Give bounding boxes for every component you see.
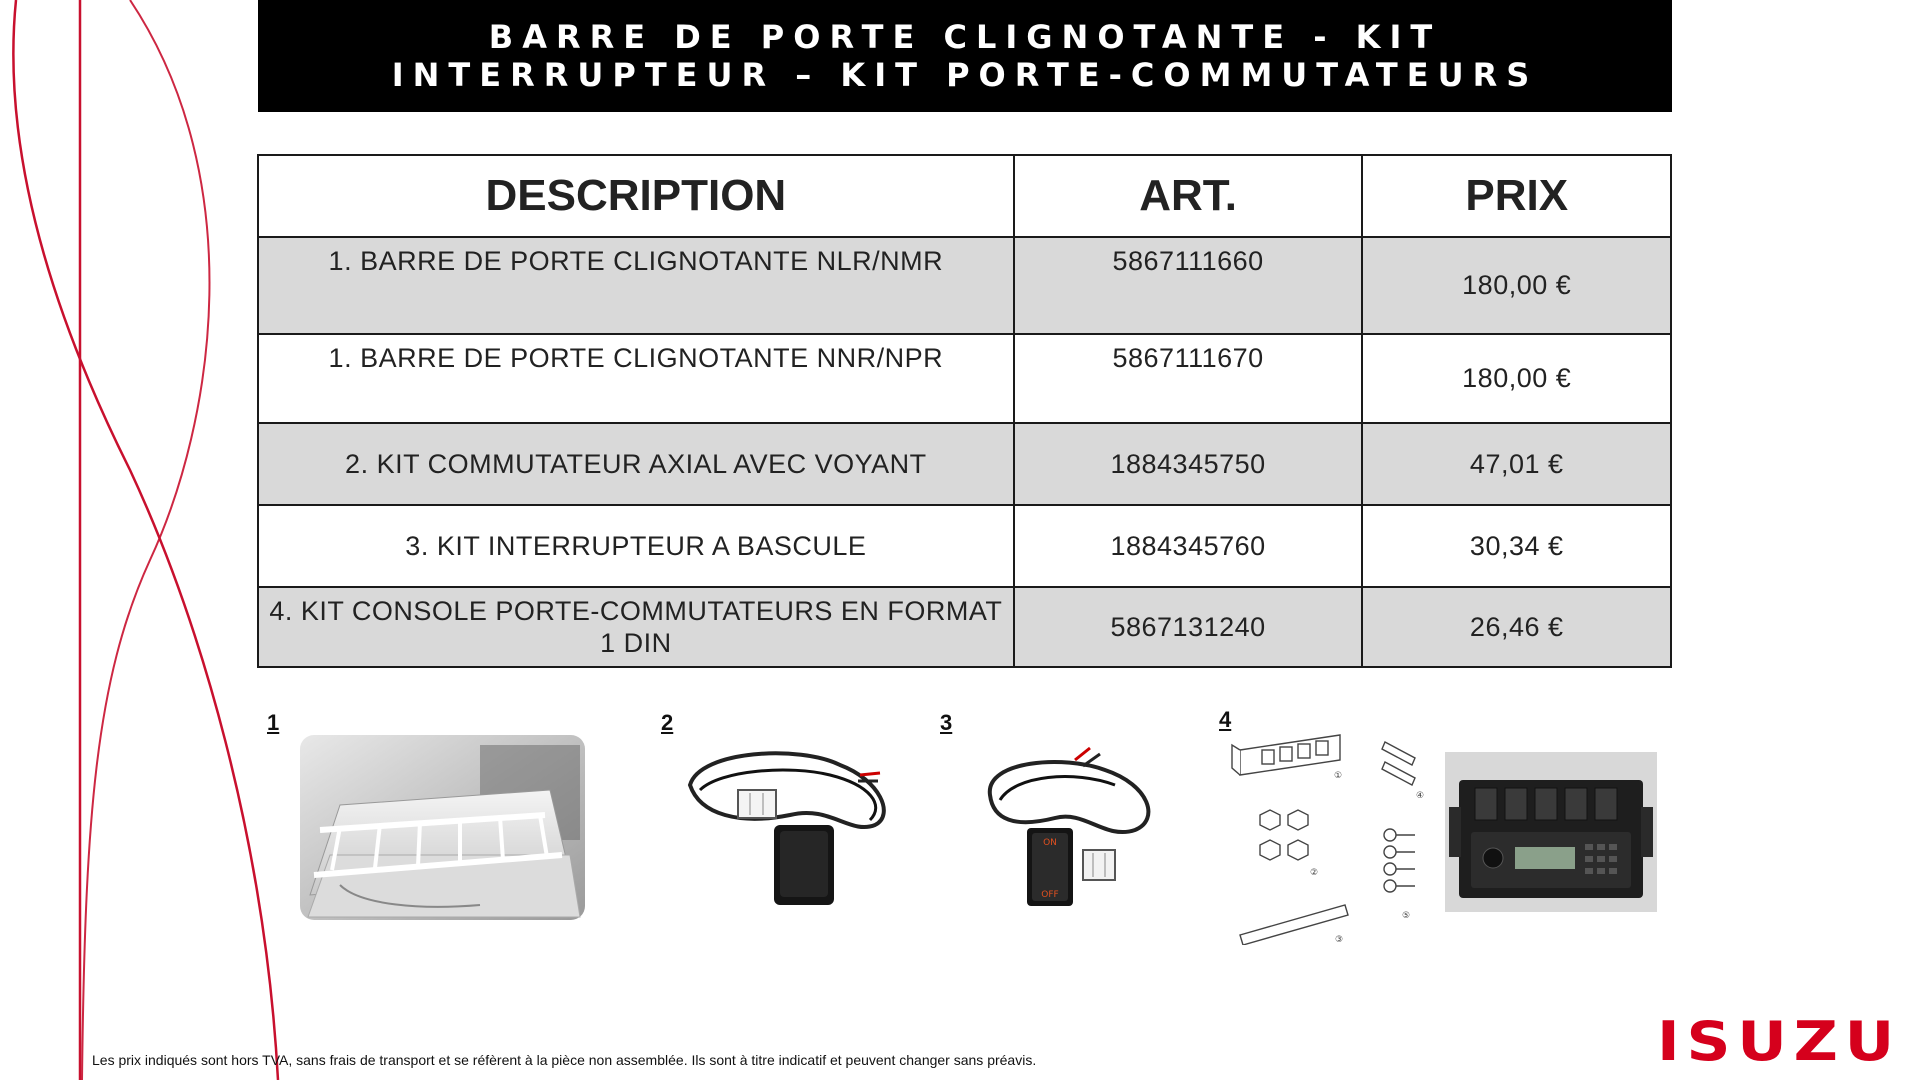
brand-name: ISUZU [1657, 1016, 1901, 1064]
table-row [258, 505, 1671, 587]
table-row [258, 334, 1671, 423]
figure-label-4: 4 [1219, 707, 1232, 732]
switch-off-label: OFF [1041, 890, 1059, 900]
part-number-5: ⑤ [1402, 911, 1411, 921]
figure-label-1: 1 [267, 710, 280, 735]
isuzu-logo [1655, 1016, 1903, 1064]
part-number-2: ② [1310, 868, 1319, 878]
header-art: ART. [1014, 155, 1363, 237]
part-number-1: ① [1334, 771, 1343, 781]
row-price: 47,01 € [1362, 423, 1671, 505]
title-banner [258, 0, 1672, 112]
roof-bar-photo [300, 735, 585, 920]
row-description: 1. BARRE DE PORTE CLIGNOTANTE NLR/NMR [258, 237, 1014, 334]
row-art: 5867111660 [1014, 237, 1363, 334]
price-table [257, 154, 1672, 668]
table-row [258, 587, 1671, 667]
row-art: 5867111670 [1014, 334, 1363, 423]
console-assembled-photo [1445, 752, 1657, 912]
row-art: 1884345760 [1014, 505, 1363, 587]
disclaimer-text: Les prix indiqués sont hors TVA, sans frais de transport et se réfèrent à la pièce non assemblée. Ils sont à titre indicatif et peuvent changer sans préavis. [92, 1052, 1037, 1068]
row-price: 26,46 € [1362, 587, 1671, 667]
figure-label-2: 2 [661, 710, 674, 735]
row-description: 1. BARRE DE PORTE CLIGNOTANTE NNR/NPR [258, 334, 1014, 423]
banner-line-1: BARRE DE PORTE CLIGNOTANTE - KIT [488, 18, 1442, 56]
row-art: 5867131240 [1014, 587, 1363, 667]
console-parts-diagram [1230, 720, 1430, 945]
header-price: PRIX [1362, 155, 1671, 237]
axial-switch-kit-photo [680, 745, 905, 910]
row-description: 3. KIT INTERRUPTEUR A BASCULE [258, 505, 1014, 587]
row-price: 180,00 € [1362, 237, 1671, 334]
rocker-switch-kit-photo [975, 740, 1160, 910]
banner-line-2: INTERRUPTEUR – KIT PORTE-COMMUTATEURS [391, 56, 1539, 94]
part-number-4: ④ [1416, 791, 1425, 801]
row-description: 4. KIT CONSOLE PORTE-COMMUTATEURS EN FORMAT 1 DIN [258, 587, 1014, 667]
row-price: 180,00 € [1362, 334, 1671, 423]
row-description: 2. KIT COMMUTATEUR AXIAL AVEC VOYANT [258, 423, 1014, 505]
header-description: DESCRIPTION [258, 155, 1014, 237]
switch-on-label: ON [1043, 838, 1057, 848]
row-art: 1884345750 [1014, 423, 1363, 505]
row-price: 30,34 € [1362, 505, 1671, 587]
part-number-3: ③ [1335, 935, 1344, 945]
figure-label-3: 3 [940, 710, 953, 735]
table-row [258, 423, 1671, 505]
table-row [258, 237, 1671, 334]
table-header-row [258, 155, 1671, 237]
